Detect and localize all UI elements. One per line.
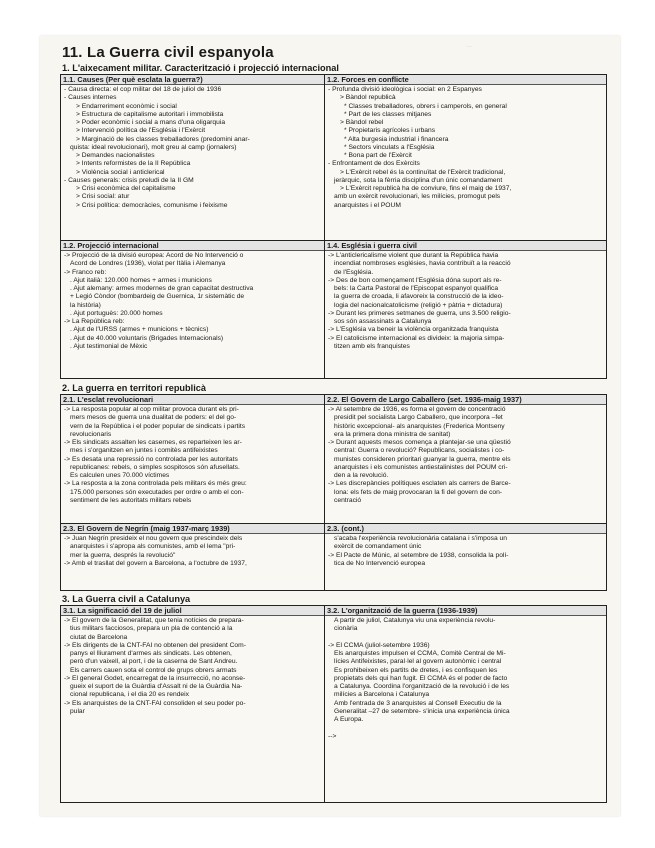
- text-line: . Ajut de l'URSS (armes + municions + tècnics): [70, 326, 209, 334]
- document-page: [40, 36, 620, 816]
- cell-heading: 3.1. La significació del 19 de juliol: [61, 606, 324, 616]
- text-line: pular: [70, 707, 85, 715]
- text-line: republicanes: rebels, o simples sospitosos són afusellats.: [70, 463, 240, 471]
- text-line: cional republicana, i el dia 20 es rendeix: [70, 691, 189, 699]
- section-2-box: [60, 394, 607, 591]
- text-line: -> L'Església va beneir la violència organitzada franquista: [328, 326, 499, 334]
- cell-heading: 2.3. El Govern de Negrín (maig 1937-març 1939): [61, 524, 324, 534]
- text-line: > Demandes nacionalistes: [76, 152, 155, 159]
- text-line: -> Franco reb:: [64, 268, 107, 276]
- text-line: * Propietaris agrícoles i urbans: [344, 127, 436, 135]
- text-line: > Estructura de capitalisme autoritari i immobilista: [76, 110, 224, 118]
- text-line: * Sectors vinculats a l'Església: [344, 143, 435, 151]
- text-line: > Crisi social: atur: [76, 193, 130, 201]
- text-line: Acord de Londres (1936), violat per Itàlia i Alemanya: [70, 260, 226, 268]
- text-line: gueix el suport de la Guàrdia d'Assalt ni de la Guàrdia Na-: [70, 683, 243, 690]
- text-line: A partir de juliol, Catalunya viu una experiència revolu-: [334, 617, 496, 624]
- text-line: presidit pel socialista Largo Caballero, que incorpora –fet: [334, 414, 503, 422]
- text-line: > Crisi econòmica del capitalisme: [76, 185, 176, 192]
- text-line: anarquistes i s'apropa als comunistes, amb el lema "pri-: [70, 543, 236, 551]
- text-line: > Crisi política: democràcies, comunisme i feixisme: [76, 201, 228, 209]
- text-line: lona: els fets de maig provocaran la fi del govern de con-: [334, 488, 503, 496]
- text-line: però d'un vaixell, al port, i de la caserna de Sant Andreu.: [70, 658, 238, 666]
- text-line: Es prohibeixen els partits de dretes, i es confisquen les: [334, 666, 498, 674]
- text-line: -> Projecció de la divisió europea: Acord de No Intervenció o: [64, 252, 244, 259]
- cell-heading: 1.4. Església i guerra civil: [325, 241, 606, 251]
- text-line: mer la guerra, després la revolució": [70, 551, 176, 559]
- text-line: ciutat de Barcelona: [70, 633, 128, 641]
- text-line: > Bàndol republicà: [340, 94, 396, 102]
- text-line: . Ajut italià: 120.000 homes + armes i municions: [70, 276, 212, 284]
- text-line: > Endarreriment econòmic i social: [76, 102, 177, 110]
- text-line: -> El Pacte de Múnic, al setembre de 1938, consolida la polí-: [328, 551, 509, 559]
- text-line: anarquistes i els comunistes antiestalinistes del POUM cri-: [334, 463, 508, 471]
- line-list: [64, 535, 321, 568]
- text-line: bels: la Carta Pastoral de l'Episcopat espanyol qualifica: [334, 285, 499, 292]
- text-line: -> Durant aquests mesos comença a plantejar-se una qüestió: [328, 439, 511, 446]
- text-line: > L'Exèrcit rebel és la continuïtat de l'Exèrcit tradicional,: [340, 168, 506, 176]
- cell-forces: [325, 75, 606, 240]
- text-line: -> La República reb:: [64, 318, 125, 325]
- line-list: [328, 406, 603, 505]
- text-line: la història): [70, 301, 101, 309]
- cell-heading: 3.2. L'organització de la guerra (1936-1939): [325, 606, 606, 616]
- text-line: -> La resposta popular al cop militar provoca durant els pri-: [64, 406, 239, 413]
- text-line: > L'Exèrcit republicà ha de conviure, fins el maig de 1937,: [340, 185, 512, 192]
- text-line: * Classes treballadores, obrers i camperols, en general: [344, 102, 507, 110]
- text-line: * Bona part de l'Exèrcit: [344, 152, 412, 159]
- cell-heading: 2.1. L'esclat revolucionari: [61, 395, 324, 405]
- section-1-box: [60, 74, 607, 379]
- line-list: [64, 406, 321, 505]
- line-list: [328, 617, 603, 741]
- text-line: - Enfrontament de dos Exèrcits: [328, 160, 420, 168]
- text-line: propietats dels qui han fugit. El CCMA és el poder de facto: [334, 674, 508, 682]
- text-line: * Part de les classes mitjanes: [344, 110, 432, 118]
- bleed-through-text: …: [466, 43, 472, 49]
- text-line: Es calculen unes 70.000 víctimes: [70, 472, 170, 479]
- text-line: . Ajut de 40.000 voluntaris (Brigades Internacionals): [70, 334, 224, 342]
- page-title: 11. La Guerra civil espanyola: [62, 44, 274, 61]
- text-line: revolucionaris: [70, 430, 112, 438]
- section-3-box: [60, 605, 607, 803]
- cell-revolution: [61, 395, 324, 523]
- text-line: Generalitat –27 de setembre- s'inicia una experiència única: [334, 707, 510, 715]
- text-line: -> El govern de la Generalitat, que tenia notícies de prepara-: [64, 617, 244, 624]
- cell-negrin: [61, 524, 324, 590]
- text-line: a Catalunya. Coordina l'organització de la revolució i de les: [334, 683, 510, 690]
- text-line: incendiat nombroses esglésies, havia contribuït a la reacció: [334, 260, 511, 268]
- cell-causes: [61, 75, 324, 240]
- text-line: milícies a Barcelona i Catalunya: [334, 691, 430, 699]
- text-line: sos són assassinats a Catalunya: [334, 318, 432, 325]
- cell-heading: 2.3. (cont.): [325, 524, 606, 534]
- text-line: - Causa directa: el cop militar del 18 de juliol de 1936: [64, 86, 222, 93]
- text-line: tius militars facciosos, prepara un pla de contenció a la: [70, 625, 233, 633]
- text-line: -> La resposta a la zona controlada pels militars és més greu:: [64, 480, 247, 488]
- text-line: * Alta burgesia industrial i financera: [344, 135, 449, 143]
- text-line: titzen amb els franquistes: [334, 342, 410, 350]
- text-line: > Marginació de les classes treballadores (predomini anar-: [76, 135, 250, 143]
- text-line: munistes consideren prioritari guanyar la guerra, mentre els: [334, 455, 511, 463]
- text-line: -> El CCMA (juliol-setembre 1936): [328, 641, 430, 649]
- cell-church: [325, 241, 606, 378]
- text-line: quista: ideal revolucionari), molt greu al camp (jornalers): [70, 143, 237, 151]
- text-line: Els anarquistes impulsen el CCMA, Comitè Central de Mi-: [334, 650, 506, 657]
- text-line: -> Durant les primeres setmanes de guerra, uns 3.500 religio-: [328, 309, 511, 317]
- text-line: era la primera dona ministra de sanitat): [334, 430, 451, 438]
- text-line: -> Amb el trasllat del govern a Barcelona, a l'octubre de 1937,: [64, 559, 247, 567]
- text-line: -> El catolicisme internacional es divideix: la majoria simpa-: [328, 334, 505, 342]
- text-line: Amb l'entrada de 3 anarquistes al Consell Executiu de la: [334, 699, 502, 707]
- text-line: mers mesos de guerra una dualitat de poders: el del go-: [70, 414, 237, 422]
- text-line: -> El general Godet, encarregat de la insurrecció, no aconse-: [64, 674, 246, 682]
- cell-largo-caballero: [325, 395, 606, 523]
- text-line: . Ajut alemany: armes modernes de gran capacitat destructiva: [70, 285, 254, 292]
- text-line: . Ajut portuguès: 20.000 homes: [70, 309, 163, 317]
- text-line: - Causes generals: crisis preludi de la II GM: [64, 176, 194, 184]
- text-line: històric excepcional- als anarquistes (Frederica Montseny: [334, 422, 505, 430]
- section-2-heading: 2. La guerra en territori republicà: [62, 383, 206, 393]
- cell-international: [61, 241, 324, 378]
- text-line: lícies Antifeixistes, paral·lel al govern autonòmic i central: [334, 658, 502, 666]
- text-line: sentiment de les autoritats militars rebels: [70, 496, 192, 504]
- text-line: tica de No Intervenció europea: [334, 559, 426, 567]
- text-line: > Intents reformistes de la II República: [76, 160, 191, 168]
- text-line: A Europa.: [334, 716, 364, 723]
- line-list: [64, 617, 321, 716]
- text-line: Els carrers cauen sota el control de grups obrers armats: [70, 666, 237, 674]
- text-line: den a la revolució.: [334, 472, 389, 479]
- cell-negrin-cont: [325, 524, 606, 590]
- text-line: > Intervenció política de l'Església i l'Exèrcit: [76, 127, 206, 135]
- text-line: -> Des de bon començament l'Església dóna suport als re-: [328, 276, 502, 284]
- cell-heading: 1.1. Causes (Per què esclata la guerra?): [61, 75, 324, 85]
- line-list: [328, 252, 603, 351]
- text-line: mes i s'organitzen en juntes i comitès antifeixistes: [70, 447, 218, 455]
- text-line: [328, 724, 603, 732]
- text-line: cionària: [334, 625, 358, 633]
- text-line: + Legió Còndor (bombardeig de Guernica, 1r sistemàtic de: [70, 293, 245, 301]
- text-line: anarquistes i el POUM: [334, 201, 401, 209]
- text-line: la guerra de croada, li afavoreix la construcció de la ideo-: [334, 293, 504, 301]
- text-line: > Bàndol rebel: [340, 119, 384, 126]
- text-line: de l'Església.: [334, 268, 374, 276]
- text-line: -> Es desata una repressió no controlada per les autoritats: [64, 455, 238, 463]
- line-list: [328, 535, 603, 568]
- text-line: vern de la República i el poder popular de sindicats i partits: [70, 422, 246, 430]
- text-line: -> Les discrepàncies polítiques esclaten als carrers de Barce-: [328, 480, 511, 488]
- text-line: - Profunda divisió ideològica i social: en 2 Espanyes: [328, 86, 482, 93]
- text-line: 175.000 persones són executades per ordre o amb el con-: [70, 488, 244, 496]
- cell-organitzacio: [325, 606, 606, 802]
- text-line: -> Els sindicats assalten les casernes, es reparteixen les ar-: [64, 439, 242, 446]
- text-line: amb un exèrcit revolucionari, les milícies, promogut pels: [334, 193, 501, 201]
- section-3-heading: 3. La Guerra civil a Catalunya: [62, 594, 191, 604]
- text-line: panys el lliurament d'armes als sindicats. Les obtenen,: [70, 650, 232, 657]
- text-line: -->: [328, 732, 337, 740]
- text-line: logia del nacionalcatolicisme (religió + pàtria + dictadura): [334, 301, 503, 309]
- cell-19-juliol: [61, 606, 324, 802]
- text-line: centració: [334, 496, 362, 504]
- text-line: - Causes internes: [64, 94, 117, 102]
- text-line: -> Els anarquistes de la CNT-FAI consoliden el seu poder po-: [64, 699, 246, 707]
- text-line: -> Els dirigents de la CNT-FAI no obtenen del president Com-: [64, 641, 246, 649]
- text-line: exèrcit de comandament únic: [334, 543, 422, 551]
- line-list: [64, 86, 321, 210]
- text-line: > Poder econòmic i social a mans d'una oligarquia: [76, 119, 226, 126]
- text-line: jeràrquic, sota la fèrria disciplina d'un únic comandament: [334, 176, 503, 184]
- text-line: . Ajut testimonial de Mèxic: [70, 342, 148, 350]
- text-line: s'acaba l'experiència revolucionària catalana i s'imposa un: [334, 535, 507, 542]
- text-line: [328, 634, 603, 642]
- cell-heading: 2.2. El Govern de Largo Caballero (set. 1936-maig 1937): [325, 395, 606, 405]
- cell-heading: 1.2. Forces en conflicte: [325, 75, 606, 85]
- line-list: [328, 86, 603, 210]
- text-line: > Violència social i anticlerical: [76, 168, 165, 176]
- line-list: [64, 252, 321, 351]
- section-1-heading: 1. L'aixecament militar. Caracterització i projecció internacional: [62, 63, 339, 73]
- text-line: -> L'anticlericalisme violent que durant la República havia: [328, 252, 499, 259]
- text-line: central: Guerra o revolució? Republicans, socialistes i co-: [334, 447, 505, 455]
- text-line: -> Juan Negrín presideix el nou govern que prescindeix dels: [64, 535, 243, 542]
- text-line: -> Al setembre de 1936, es forma el govern de concentració: [328, 406, 506, 413]
- cell-heading: 1.2. Projecció internacional: [61, 241, 324, 251]
